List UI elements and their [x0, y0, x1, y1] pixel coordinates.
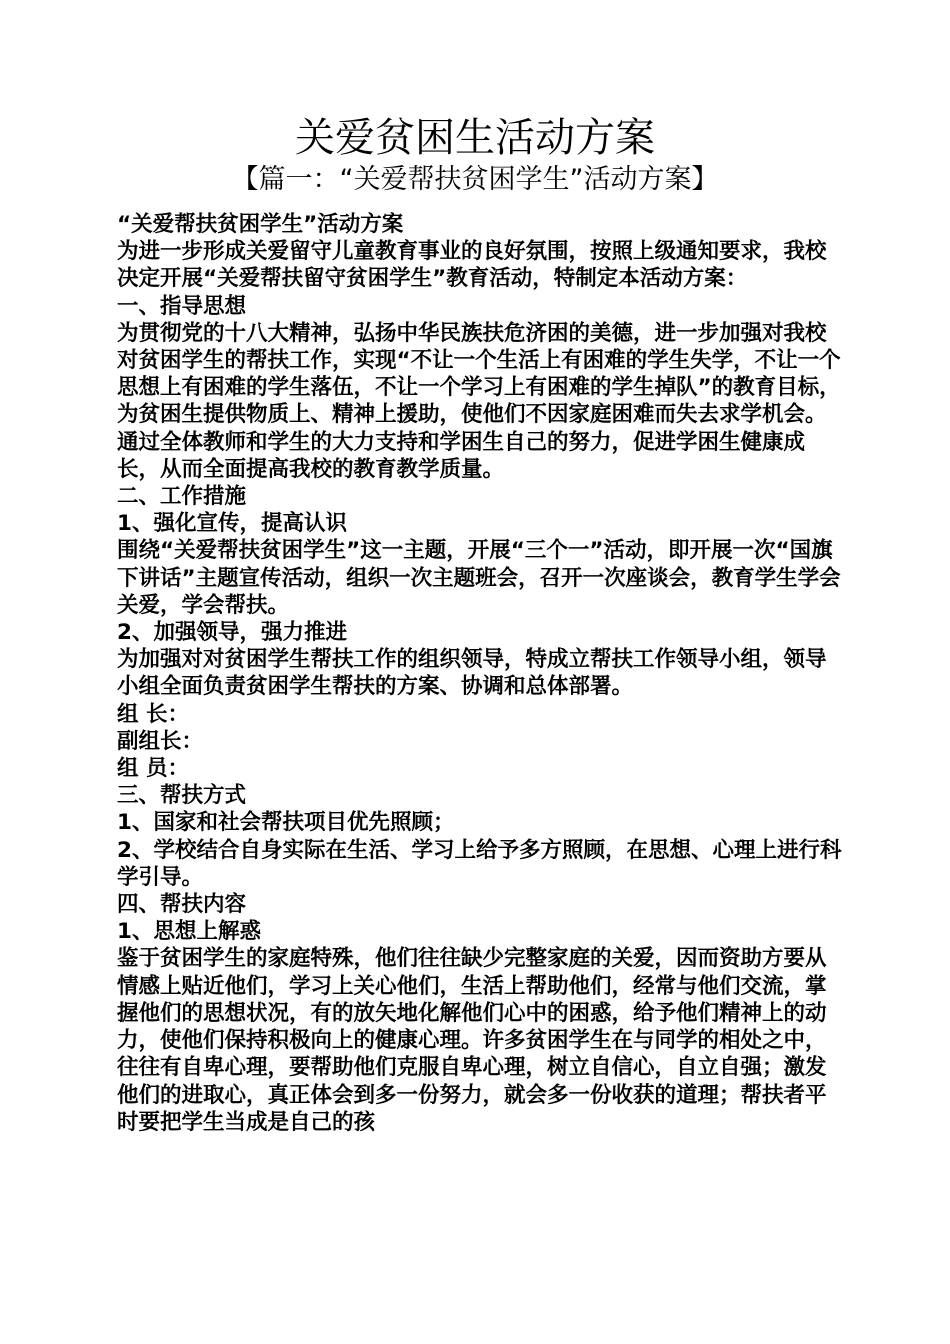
paragraph-guiding-ideology: 为贯彻党的十八大精神，弘扬中华民族扶危济困的美德，进一步加强对我校对贫困学生的帮扶工作，实现“不让一个生活上有困难的学生失学，不让一个思想上有困难的学生落伍，不让一个学习上有困难的学生掉队”的教育目标，为贫困生提供物质上、精神上援助，使他们不因家庭困难而失去求学机会。通过全体教师和学生的大力支持和学困生自己的努力，促进学困生健康成长，从而全面提高我校的教育教学质量。 — [117, 320, 841, 482]
section-heading-guiding-ideology: 一、指导思想 — [117, 293, 247, 319]
subheading-publicity: 1、强化宣传，提高认识 — [117, 511, 347, 537]
deputy-leader-line: 副组长： — [117, 728, 204, 754]
section-heading-activity-plan: “关爱帮扶贫困学生”活动方案 — [117, 212, 404, 237]
document-title: 关爱贫困生活动方案 — [295, 115, 655, 161]
group-member-line: 组 员： — [117, 756, 189, 782]
document-body — [117, 211, 843, 1136]
paragraph-leadership: 为加强对对贫困学生帮扶工作的组织领导，特成立帮扶工作领导小组，领导小组全面负责贫困学生帮扶的方案、协调和总体部署。 — [117, 647, 827, 700]
paragraph-publicity: 围绕“关爱帮扶贫困学生”这一主题，开展“三个一”活动，即开展一次“国旗下讲话”主题宣传活动，组织一次主题班会，召开一次座谈会，教育学生学会关爱，学会帮扶。 — [117, 538, 841, 618]
support-method-2: 2、学校结合自身实际在生活、学习上给予多方照顾，在思想、心理上进行科学引导。 — [117, 837, 842, 890]
document-subtitle: 【篇一：“关爱帮扶贫困学生”活动方案】 — [231, 164, 719, 195]
group-leader-line: 组 长： — [117, 701, 189, 727]
subheading-leadership: 2、加强领导，强力推进 — [117, 620, 347, 646]
paragraph-ideological-guidance: 鉴于贫困学生的家庭特殊，他们往往缺少完整家庭的关爱，因而资助方要从情感上贴近他们，学习上关心他们，生活上帮助他们，经常与他们交流，掌握他们的思想状况，有的放矢地化解他们心中的困惑，给予他们精神上的动力，使他们保持积极向上的健康心理。许多贫困学生在与同学的相处之中，往往有自卑心理，要帮助他们克服自卑心理，树立自信心，自立自强；激发他们的进取心，真正体会到多一份努力，就会多一份收获的道理；帮扶者平时要把学生当成是自己的孩 — [117, 946, 827, 1135]
section-heading-support-methods: 三、帮扶方式 — [117, 783, 247, 809]
section-heading-support-content: 四、帮扶内容 — [117, 892, 247, 918]
paragraph-intro: 为进一步形成关爱留守儿童教育事业的良好氛围，按照上级通知要求，我校决定开展“关爱帮扶留守贫困学生”教育活动，特制定本活动方案： — [117, 239, 827, 292]
subheading-ideological-guidance: 1、思想上解惑 — [117, 919, 261, 945]
support-method-1: 1、国家和社会帮扶项目优先照顾； — [117, 810, 455, 836]
section-heading-work-measures: 二、工作措施 — [117, 484, 247, 510]
